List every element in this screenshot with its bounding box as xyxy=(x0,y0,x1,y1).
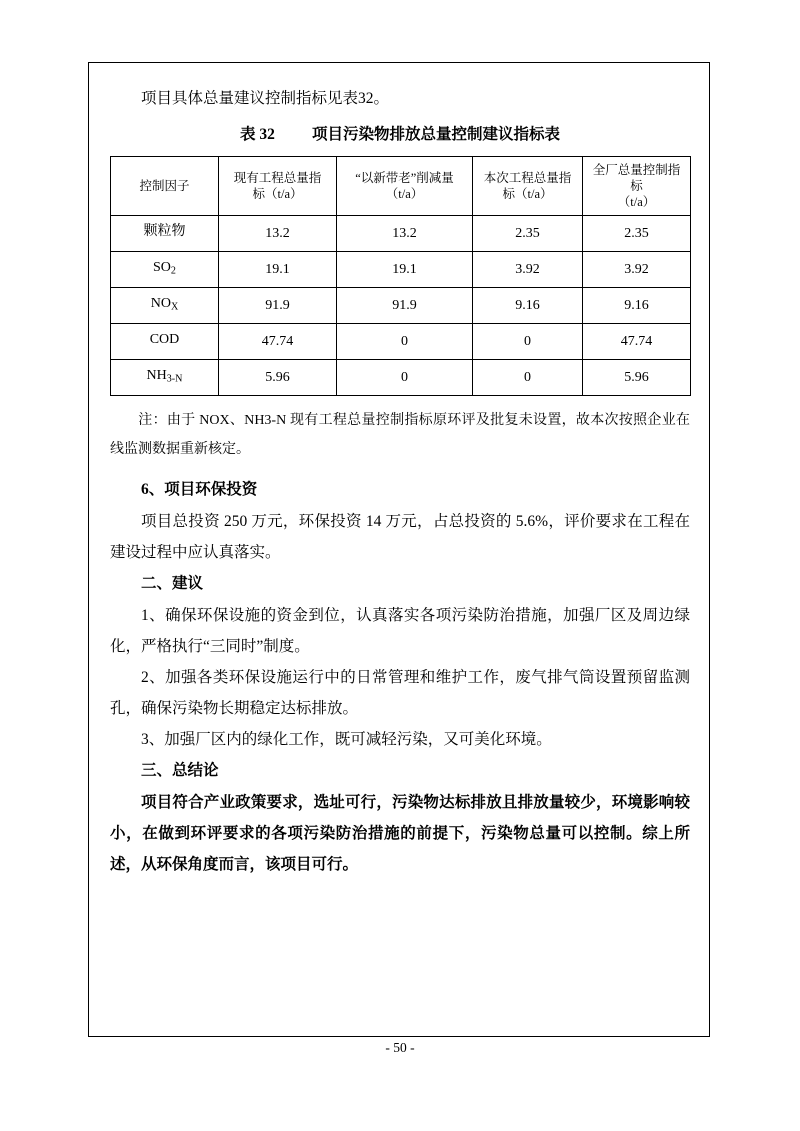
table-header-row xyxy=(111,157,691,216)
cell-factor xyxy=(111,288,219,324)
cell-reduction: 0 xyxy=(337,360,473,396)
section-heading-suggestions: 二、建议 xyxy=(141,575,204,592)
table-caption-label: 表 32 xyxy=(239,126,275,143)
header-line-2: （t/a） xyxy=(617,195,656,209)
paragraph-env-investment: 项目总投资 250 万元，环保投资 14 万元，占总投资的 5.6%，评价要求在工程在建设过程中应认真落实。 xyxy=(110,513,690,561)
header-line-1: “以新带老”削减量 xyxy=(355,171,454,185)
cell-total: 47.74 xyxy=(583,324,691,360)
cell-reduction: 13.2 xyxy=(337,216,473,252)
table-row xyxy=(111,360,691,396)
factor-text: NH xyxy=(146,368,167,384)
factor-text: 颗粒物 xyxy=(143,224,186,240)
table-header-cell-total xyxy=(583,157,691,216)
header-line-1: 全厂总量控制指标 xyxy=(592,163,681,193)
table-note xyxy=(110,406,690,464)
table-header-cell-factor xyxy=(111,157,219,216)
cell-existing: 19.1 xyxy=(219,252,337,288)
pollutant-total-control-table xyxy=(110,156,691,396)
table-row xyxy=(111,288,691,324)
cell-total: 2.35 xyxy=(583,216,691,252)
table-row xyxy=(111,216,691,252)
factor-subscript: X xyxy=(170,301,179,313)
cell-reduction: 91.9 xyxy=(337,288,473,324)
cell-reduction: 19.1 xyxy=(337,252,473,288)
paragraph-suggestion-3: 3、加强厂区内的绿化工作，既可减轻污染，又可美化环境。 xyxy=(141,731,552,748)
cell-current: 2.35 xyxy=(473,216,583,252)
header-line-2: 标（t/a） xyxy=(502,187,553,201)
header-line-2: （t/a） xyxy=(385,187,424,201)
cell-existing: 13.2 xyxy=(219,216,337,252)
cell-factor xyxy=(111,360,219,396)
table-header-cell-existing xyxy=(219,157,337,216)
cell-current: 0 xyxy=(473,360,583,396)
factor-text: SO xyxy=(153,260,171,276)
paragraph-suggestion-1: 1、确保环保设施的资金到位，认真落实各项污染防治措施，加强厂区及周边绿化，严格执行“三同时”制度。 xyxy=(110,607,690,655)
cell-existing: 91.9 xyxy=(219,288,337,324)
table-row xyxy=(111,252,691,288)
header-line-1: 控制因子 xyxy=(139,179,190,193)
header-line-1: 本次工程总量指 xyxy=(483,171,572,185)
factor-text: NO xyxy=(150,296,171,312)
cell-total: 5.96 xyxy=(583,360,691,396)
cell-current: 9.16 xyxy=(473,288,583,324)
cell-factor xyxy=(111,252,219,288)
table-header-cell-current xyxy=(473,157,583,216)
factor-text: COD xyxy=(149,332,180,348)
page-number: - 50 - xyxy=(385,1040,415,1055)
page-content xyxy=(110,84,690,880)
cell-total: 9.16 xyxy=(583,288,691,324)
note-lead: 注： xyxy=(138,413,167,428)
cell-factor xyxy=(111,216,219,252)
cell-factor xyxy=(111,324,219,360)
factor-subscript: 2 xyxy=(170,265,176,277)
paragraph-conclusion: 项目符合产业政策要求，选址可行，污染物达标排放且排放量较少，环境影响较小，在做到环评要求的各项污染防治措施的前提下，污染物总量可以控制。综上所述，从环保角度而言，该项目可行。 xyxy=(110,794,690,873)
cell-current: 0 xyxy=(473,324,583,360)
cell-existing: 5.96 xyxy=(219,360,337,396)
cell-existing: 47.74 xyxy=(219,324,337,360)
table-header-cell-reduction xyxy=(337,157,473,216)
note-text: 由于 NOX、NH3-N 现有工程总量控制指标原环评及批复未设置，故本次按照企业在线监测数据重新核定。 xyxy=(110,413,690,457)
cell-total: 3.92 xyxy=(583,252,691,288)
section-heading-env-investment: 6、项目环保投资 xyxy=(141,481,258,498)
cell-reduction: 0 xyxy=(337,324,473,360)
intro-paragraph: 项目具体总量建议控制指标见表32。 xyxy=(141,90,390,107)
section-heading-conclusion: 三、总结论 xyxy=(141,762,219,779)
header-line-2: 标（t/a） xyxy=(252,187,303,201)
header-line-1: 现有工程总量指 xyxy=(233,171,322,185)
table-caption xyxy=(110,120,690,150)
factor-subscript: 3-N xyxy=(166,373,183,385)
table-caption-title: 项目污染物排放总量控制建议指标表 xyxy=(312,126,561,143)
paragraph-suggestion-2: 2、加强各类环保设施运行中的日常管理和维护工作，废气排气筒设置预留监测孔，确保污染物长期稳定达标排放。 xyxy=(110,669,690,717)
cell-current: 3.92 xyxy=(473,252,583,288)
table-row xyxy=(111,324,691,360)
